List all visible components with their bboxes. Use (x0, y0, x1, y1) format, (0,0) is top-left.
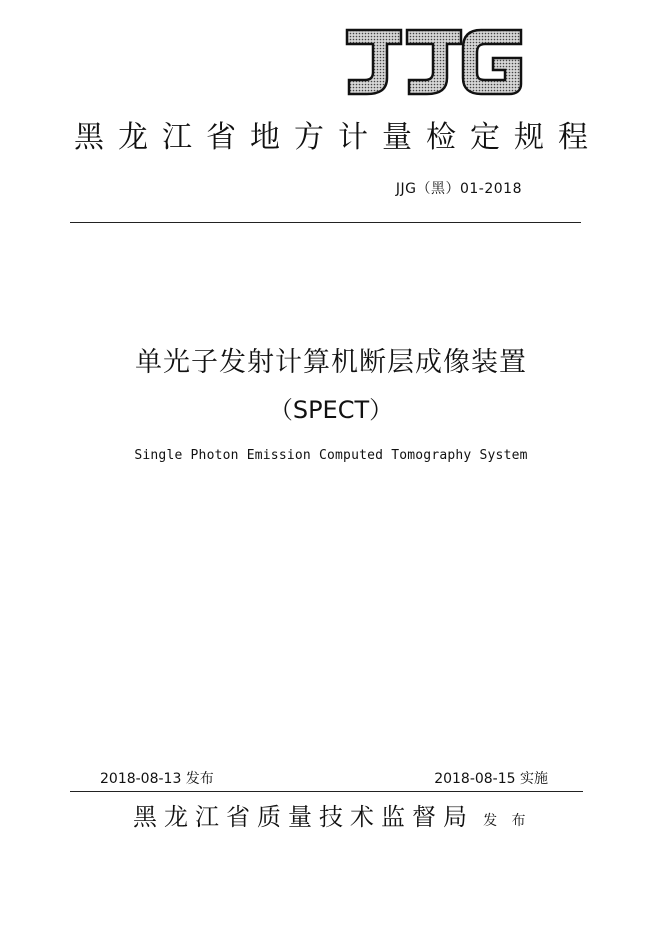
jjg-logo (343, 26, 525, 98)
footer-divider (70, 791, 583, 792)
issue-date: 2018-08-13 发布 (100, 771, 214, 787)
effective-date: 2018-08-15 实施 (434, 771, 548, 787)
jjg-logo-icon (343, 26, 525, 98)
standard-series-title: 黑龙江省地方计量检定规程 (74, 120, 602, 155)
publisher-name: 黑龙江省质量技术监督局 (133, 803, 474, 831)
document-number: JJG（黑）01-2018 (395, 181, 522, 197)
document-title-cn: 单光子发射计算机断层成像装置 (135, 347, 527, 378)
publisher-suffix: 发 布 (483, 813, 531, 829)
document-title-en: Single Photon Emission Computed Tomography System (134, 448, 528, 463)
publisher-line (133, 797, 531, 832)
document-title-abbreviation: （SPECT） (268, 396, 394, 424)
header-divider (70, 222, 581, 223)
